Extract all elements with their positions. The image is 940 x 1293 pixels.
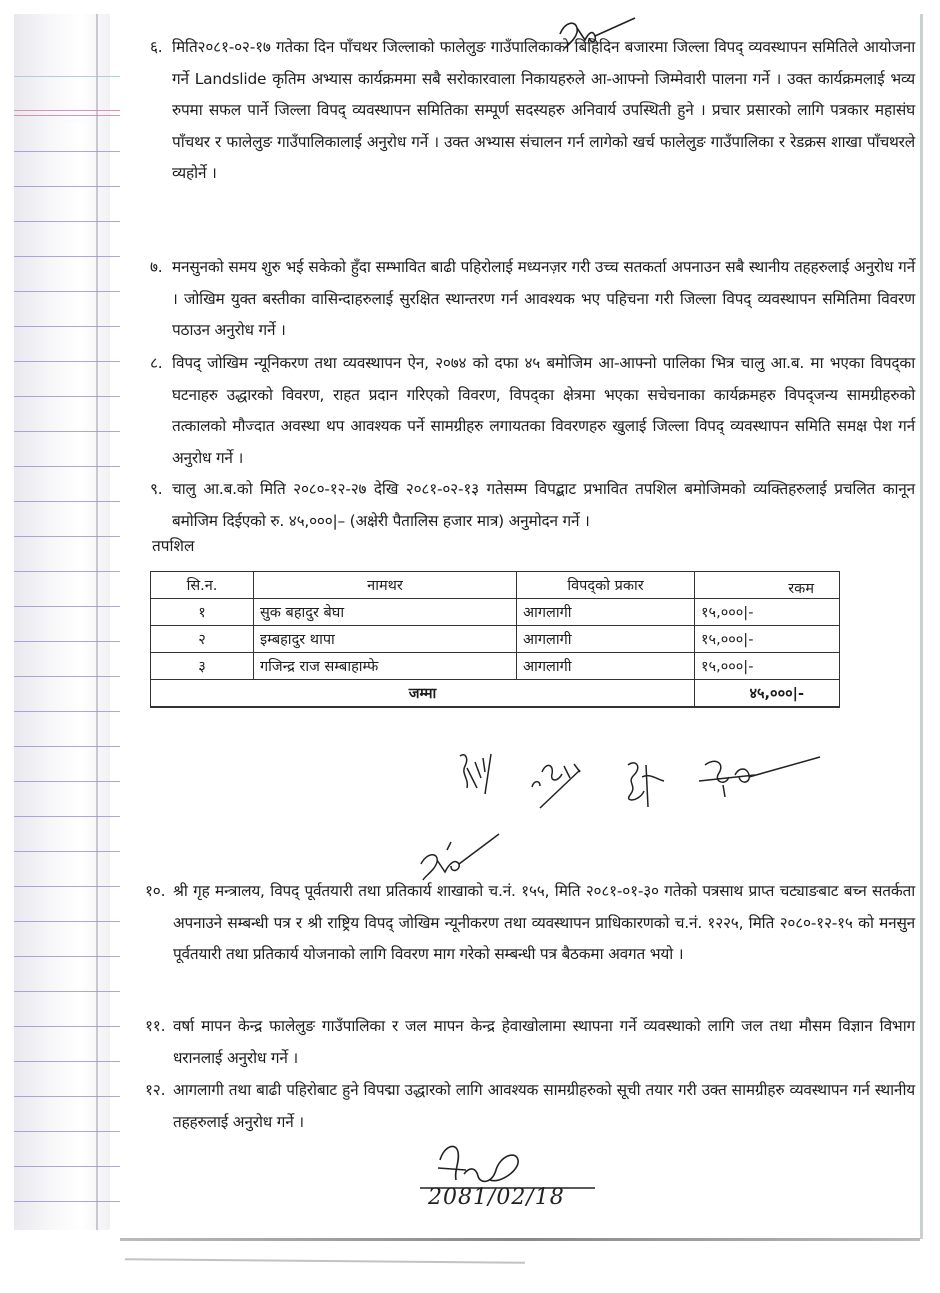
resolution-item-7 [150,252,915,347]
notebook-rule [14,326,128,327]
cell-serial: १ [151,599,254,626]
resolution-item-8 [150,348,915,474]
notebook-rule [14,781,128,782]
member-signature-2 [530,752,605,816]
notebook-rule [14,711,128,712]
notebook-margin-rule [14,110,128,111]
notebook-rule [14,256,128,257]
header-serial: सि.न. [151,572,254,599]
notebook-rule [14,956,128,957]
notebook-rule [14,1201,128,1202]
header-disaster-type: विपद्को प्रकार [517,572,695,599]
member-signature-1 [455,748,510,807]
notebook-fold-line [96,14,98,1230]
schedule-label: तपशिल [152,537,195,555]
item-number: ८. [150,354,163,372]
notebook-rule [14,1166,128,1167]
notebook-rule [14,921,128,922]
member-signature-4 [695,755,825,809]
notebook-rule [14,1026,128,1027]
notebook-rule [14,571,128,572]
notebook-margin-rule [14,115,128,116]
notebook-rule [14,1061,128,1062]
relief-schedule-table [150,571,840,708]
member-signature-3 [620,755,680,819]
table-row [151,599,840,626]
notebook-rule [14,676,128,677]
sheet-torn-edge [120,1238,920,1241]
notebook-rule [14,501,128,502]
table-row [151,653,840,680]
notebook-rule [14,886,128,887]
item-number: ७. [150,258,163,276]
item-number: ६. [150,38,163,56]
cell-name: इम्बहादुर थापा [254,626,517,653]
notebook-rule [14,186,128,187]
total-amount: ४५,०००|- [695,680,840,708]
cell-name: गजिन्द्र राज सम्बाहाम्फे [254,653,517,680]
notebook-rule [14,76,128,77]
notebook-rule [14,466,128,467]
cell-amount: १५,०००|- [695,599,840,626]
item-number: १२. [145,1081,166,1099]
notebook-rule [14,746,128,747]
sheet-shadow [125,1258,525,1263]
notebook-rule [14,641,128,642]
resolution-item-9 [150,474,915,537]
item-text: विपद् जोखिम न्यूनिकरण तथा व्यवस्थापन ऐन, २०७४ को दफा ४५ बमोजिम आ-आफ्नो पालिका भित्र चालु आ.ब. मा भएका विपद्का घटनाहरु उद्धारको विवरण, राहत प्रदान गरिएको विवरण, विपद्का क्षेत्रमा भएका सचेचनाका कार्यक्रमहरु विपद्जन्य सामग्रीहरुको तत्कालको मौज्दात अवस्था थप आवश्यक पर्ने सामग्रीहरु लगायतका विवरणहरु खुलाई जिल्ला विपद् व्यवस्थापन समिति समक्ष पेश गर्न अनुरोध गर्ने । [172,354,915,467]
notebook-rule [14,816,128,817]
cell-amount: १५,०००|- [695,653,840,680]
notebook-rule [14,361,128,362]
table-row [151,626,840,653]
item-text: श्री गृह मन्त्रालय, विपद् पूर्वतयारी तथा प्रतिकार्य शाखाको च.नं. १५५, मिति २०८१-०१-३० गतेको पत्रसाथ प्राप्त चट्याङबाट बच्न सतर्कता अपनाउने सम्बन्धी पत्र र श्री राष्ट्रिय विपद् जोखिम न्यूनीकरण तथा व्यवस्थापन प्राधिकारणको च.नं. १२२५, मिति २०८०-१२-१५ को मनसुन पूर्वतयारी तथा प्रतिकार्य योजनाको लागि विवरण माग गरेको सम्बन्धी पत्र बैठकमा अवगत भयो । [173,882,915,963]
notebook-rule [14,151,128,152]
header-amount: रकम [695,572,840,599]
notebook-rule [14,221,128,222]
notebook-rule [14,1096,128,1097]
item-text: चालु आ.ब.को मिति २०८०-१२-२७ देखि २०८१-०२-१३ गतेसम्म विपद्बाट प्रभावित तपशिल बमोजिमको व्यक्तिहरुलाई प्रचलित कानून बमोजिम दिईएको रु. ४५,०००|– (अक्षेरी पैतालिस हजार मात्र) अनुमोदन गर्ने । [172,480,915,530]
cell-amount: १५,०००|- [695,626,840,653]
notebook-rule [14,291,128,292]
notebook-rule [14,606,128,607]
item-text: मिति२०८१-०२-१७ गतेका दिन पाँचथर जिल्लाको फालेलुङ गाउँपालिकाको बिहिदिन बजारमा जिल्ला विपद् व्यवस्थापन समितिले आयोजना गर्ने Landslide कृतिम अभ्यास कार्यक्रममा सबै सरोकारवाला निकायहरुले आ-आफ्नो जिम्मेवारी पालना गर्ने । उक्त कार्यक्रमलाई भव्य रुपमा सफल पार्ने जिल्ला विपद् व्यवस्थापन समितिका सम्पूर्ण सदस्यहरु अनिवार्य उपस्थिती हुने । प्रचार प्रसारको लागि पत्रकार महासंघ पाँचथर र फालेलुङ गाउँपालिकालाई अनुरोध गर्ने । उक्त अभ्यास संचालन गर्न लागेको खर्च फालेलुङ गाउँपालिका र रेडक्रस शाखा पाँचथरले व्यहोर्ने । [172,38,915,182]
resolution-item-10 [145,876,915,971]
table-header-row [151,572,840,599]
cell-disaster-type: आगलागी [517,626,695,653]
resolution-item-11 [145,1011,915,1074]
header-name: नामथर [254,572,517,599]
notebook-rule [14,851,128,852]
item-text: आगलागी तथा बाढी पहिरोबाट हुने विपद्मा उद्धारको लागि आवश्यक सामग्रीहरुको सूची तयार गरी उक्त सामग्रीहरु व्यवस्थापन गर्न स्थानीय तहहरुलाई अनुरोध गर्ने । [173,1081,915,1131]
resolution-item-12 [145,1075,915,1138]
item-number: ११. [145,1017,166,1035]
item-number: १०. [145,882,166,900]
cell-disaster-type: आगलागी [517,599,695,626]
handwritten-date: 2081/02/18 [428,1185,565,1210]
item-number: ९. [150,480,163,498]
notebook-rule [14,431,128,432]
notebook-rule [14,991,128,992]
table-total-row [151,680,840,708]
cell-serial: ३ [151,653,254,680]
cell-serial: २ [151,626,254,653]
item-text: वर्षा मापन केन्द्र फालेलुङ गाउँपालिका र जल मापन केन्द्र हेवाखोलामा स्थापना गर्ने व्यवस्थाको लागि जल तथा मौसम विज्ञान विभाग धरानलाई अनुरोध गर्ने । [173,1017,915,1067]
notebook-rule [14,396,128,397]
cell-disaster-type: आगलागी [517,653,695,680]
notebook-rule [14,1131,128,1132]
total-label: जम्मा [151,680,695,708]
resolution-item-6 [150,32,915,190]
cell-name: सुक बहादुर बेघा [254,599,517,626]
item-text: मनसुनको समय शुरु भई सकेको हुँदा सम्भावित बाढी पहिरोलाई मध्यनज़र गरी उच्च सतकर्ता अपनाउन सबै स्थानीय तहहरुलाई अनुरोध गर्ने । जोखिम युक्त बस्तीका वासिन्दाहरुलाई सुरक्षित स्थान्तरण गर्न आवश्यक भए पहिचना गरी जिल्ला विपद् व्यवस्थापन समितिमा विवरण पठाउन अनुरोध गर्ने । [172,258,915,339]
notebook-rule [14,536,128,537]
